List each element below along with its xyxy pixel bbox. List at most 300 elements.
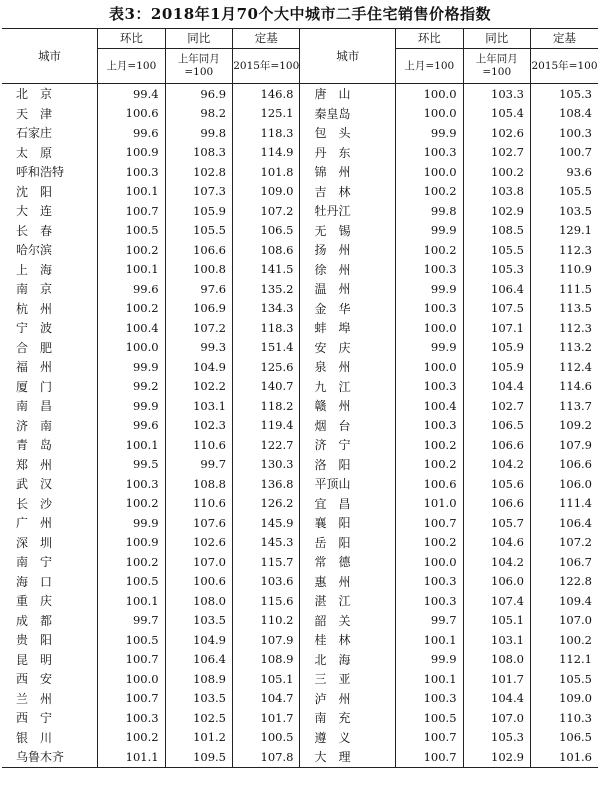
yoy-value-right: 105.5 [463, 240, 530, 260]
base-value-left: 105.1 [233, 669, 300, 689]
base-value-left: 119.4 [233, 416, 300, 436]
mom-value-left: 100.1 [98, 182, 165, 202]
base-value-left: 109.0 [233, 182, 300, 202]
mom-value-right: 99.9 [396, 221, 463, 241]
yoy-value-right: 102.7 [463, 143, 530, 163]
mom-value-right: 100.7 [396, 728, 463, 748]
mom-value-right: 100.3 [396, 689, 463, 709]
base-value-left: 103.6 [233, 572, 300, 592]
table-row [2, 143, 598, 163]
mom-value-left: 100.0 [98, 338, 165, 358]
city-name-right: 安 庆 [300, 338, 396, 358]
city-name-right: 湛 江 [300, 591, 396, 611]
mom-value-left: 100.7 [98, 689, 165, 709]
mom-value-right: 100.3 [396, 416, 463, 436]
yoy-value-right: 104.2 [463, 455, 530, 475]
yoy-value-left: 108.9 [165, 669, 232, 689]
base-value-right: 110.9 [530, 260, 598, 280]
mom-sub-left: 上月=100 [98, 49, 165, 84]
mom-value-left: 100.2 [98, 494, 165, 514]
mom-value-right: 99.9 [396, 279, 463, 299]
base-header-left: 定基 [233, 29, 300, 49]
yoy-value-right: 105.3 [463, 728, 530, 748]
base-value-left: 108.6 [233, 240, 300, 260]
city-name-right: 烟 台 [300, 416, 396, 436]
city-name-right: 大 理 [300, 747, 396, 767]
city-name-left: 长 春 [16, 223, 53, 238]
mom-value-left: 100.1 [98, 591, 165, 611]
table-body [2, 84, 598, 768]
yoy-value-left: 100.6 [165, 572, 232, 592]
mom-value-left: 99.6 [98, 416, 165, 436]
city-name-left: 合 肥 [16, 340, 53, 355]
yoy-value-left: 102.3 [165, 416, 232, 436]
mom-value-left: 100.2 [98, 240, 165, 260]
yoy-value-left: 102.5 [165, 708, 232, 728]
table-row [2, 474, 598, 494]
city-name-right: 济 宁 [300, 435, 396, 455]
table-row [2, 338, 598, 358]
base-value-left: 145.9 [233, 513, 300, 533]
city-name-left: 西 宁 [16, 711, 53, 726]
city-name-left: 深 圳 [16, 535, 53, 550]
base-value-right: 107.9 [530, 435, 598, 455]
mom-value-right: 100.3 [396, 143, 463, 163]
table-row [2, 182, 598, 202]
base-value-right: 113.2 [530, 338, 598, 358]
city-name-right: 常 德 [300, 552, 396, 572]
base-value-left: 146.8 [233, 84, 300, 104]
base-value-right: 109.2 [530, 416, 598, 436]
mom-value-left: 100.7 [98, 201, 165, 221]
base-value-right: 122.8 [530, 572, 598, 592]
base-value-right: 100.2 [530, 630, 598, 650]
table-header [2, 29, 598, 84]
base-value-right: 113.5 [530, 299, 598, 319]
mom-value-left: 99.9 [98, 513, 165, 533]
base-value-left: 145.3 [233, 533, 300, 553]
table-title: 表3：2018年1月70个大中城市二手住宅销售价格指数 [109, 5, 491, 23]
mom-value-right: 99.7 [396, 611, 463, 631]
mom-value-left: 100.2 [98, 728, 165, 748]
base-value-right: 106.6 [530, 455, 598, 475]
city-name-left: 太 原 [16, 145, 53, 160]
base-value-left: 125.6 [233, 357, 300, 377]
city-name-right: 赣 州 [300, 396, 396, 416]
mom-value-left: 100.3 [98, 708, 165, 728]
yoy-value-right: 108.5 [463, 221, 530, 241]
mom-value-right: 100.6 [396, 474, 463, 494]
city-name-left: 郑 州 [16, 457, 53, 472]
city-name-left: 石家庄 [16, 126, 53, 141]
city-name-left: 天 津 [16, 106, 53, 121]
base-value-left: 115.6 [233, 591, 300, 611]
mom-value-right: 100.2 [396, 533, 463, 553]
base-value-right: 105.5 [530, 182, 598, 202]
city-name-left: 乌鲁木齐 [2, 747, 98, 767]
base-value-left: 101.7 [233, 708, 300, 728]
mom-value-left: 100.2 [98, 299, 165, 319]
yoy-value-right: 106.0 [463, 572, 530, 592]
yoy-value-left: 99.8 [165, 123, 232, 143]
yoy-value-left: 107.0 [165, 552, 232, 572]
yoy-value-left: 106.6 [165, 240, 232, 260]
city-name-left: 大 连 [16, 204, 53, 219]
table-row [2, 377, 598, 397]
city-name-right: 南 充 [300, 708, 396, 728]
base-value-left: 151.4 [233, 338, 300, 358]
yoy-value-right: 102.7 [463, 396, 530, 416]
base-value-left: 126.2 [233, 494, 300, 514]
city-name-right: 吉 林 [300, 182, 396, 202]
table-row [2, 455, 598, 475]
mom-value-right: 100.0 [396, 552, 463, 572]
yoy-value-left: 108.3 [165, 143, 232, 163]
yoy-value-right: 105.9 [463, 357, 530, 377]
yoy-value-left: 102.2 [165, 377, 232, 397]
yoy-value-left: 104.9 [165, 357, 232, 377]
mom-value-left: 99.7 [98, 611, 165, 631]
base-value-left: 118.3 [233, 123, 300, 143]
mom-value-left: 100.3 [98, 162, 165, 182]
mom-value-right: 100.2 [396, 240, 463, 260]
city-name-left: 南 昌 [16, 399, 53, 414]
city-name-right: 九 江 [300, 377, 396, 397]
city-name-left: 北 京 [16, 87, 53, 102]
yoy-value-right: 107.4 [463, 591, 530, 611]
city-name-right: 平顶山 [300, 474, 396, 494]
yoy-value-right: 103.3 [463, 84, 530, 104]
yoy-value-right: 107.5 [463, 299, 530, 319]
mom-value-left: 100.5 [98, 221, 165, 241]
mom-value-right: 100.2 [396, 455, 463, 475]
yoy-value-right: 102.9 [463, 201, 530, 221]
table-row [2, 513, 598, 533]
yoy-value-right: 106.6 [463, 435, 530, 455]
yoy-value-right: 103.8 [463, 182, 530, 202]
city-name-left: 银 川 [16, 730, 53, 745]
table-row [2, 260, 598, 280]
base-value-right: 105.5 [530, 669, 598, 689]
table-row [2, 240, 598, 260]
yoy-value-right: 104.4 [463, 377, 530, 397]
yoy-value-right: 104.6 [463, 533, 530, 553]
mom-value-left: 100.2 [98, 552, 165, 572]
yoy-value-right: 107.0 [463, 708, 530, 728]
yoy-value-left: 108.8 [165, 474, 232, 494]
base-value-right: 101.6 [530, 747, 598, 767]
table-row [2, 299, 598, 319]
table-row [2, 552, 598, 572]
mom-value-left: 99.6 [98, 123, 165, 143]
mom-value-right: 100.3 [396, 377, 463, 397]
mom-value-right: 100.0 [396, 162, 463, 182]
base-value-right: 112.4 [530, 357, 598, 377]
yoy-value-left: 99.7 [165, 455, 232, 475]
city-name-right: 锦 州 [300, 162, 396, 182]
city-name-right: 洛 阳 [300, 455, 396, 475]
mom-value-left: 99.9 [98, 357, 165, 377]
city-name-left: 哈尔滨 [16, 243, 53, 258]
mom-value-left: 99.5 [98, 455, 165, 475]
yoy-value-left: 106.9 [165, 299, 232, 319]
base-value-left: 135.2 [233, 279, 300, 299]
city-name-left: 呼和浩特 [16, 165, 65, 180]
mom-value-right: 100.4 [396, 396, 463, 416]
base-value-right: 106.5 [530, 728, 598, 748]
base-value-left: 108.9 [233, 650, 300, 670]
city-name-right: 遵 义 [300, 728, 396, 748]
yoy-value-right: 105.1 [463, 611, 530, 631]
city-name-right: 岳 阳 [300, 533, 396, 553]
mom-value-left: 100.6 [98, 104, 165, 124]
city-name-left: 沈 阳 [16, 184, 53, 199]
mom-value-left: 100.0 [98, 669, 165, 689]
table-row [2, 572, 598, 592]
mom-value-right: 99.9 [396, 123, 463, 143]
base-value-left: 122.7 [233, 435, 300, 455]
base-sub-left: 2015年=100 [233, 49, 300, 84]
base-value-left: 136.8 [233, 474, 300, 494]
yoy-value-left: 102.8 [165, 162, 232, 182]
yoy-value-right: 105.3 [463, 260, 530, 280]
base-value-left: 125.1 [233, 104, 300, 124]
yoy-value-right: 105.4 [463, 104, 530, 124]
city-name-left: 广 州 [16, 516, 53, 531]
base-value-right: 109.0 [530, 689, 598, 709]
city-name-left: 厦 门 [16, 379, 53, 394]
base-value-left: 118.2 [233, 396, 300, 416]
city-name-right: 韶 关 [300, 611, 396, 631]
base-value-right: 110.3 [530, 708, 598, 728]
mom-value-right: 99.9 [396, 650, 463, 670]
base-value-left: 104.7 [233, 689, 300, 709]
city-name-right: 秦皇岛 [300, 104, 396, 124]
mom-value-left: 99.4 [98, 84, 165, 104]
yoy-value-left: 110.6 [165, 435, 232, 455]
city-name-left: 济 南 [16, 418, 53, 433]
yoy-value-left: 104.9 [165, 630, 232, 650]
yoy-value-right: 101.7 [463, 669, 530, 689]
table-row [2, 123, 598, 143]
yoy-value-left: 99.3 [165, 338, 232, 358]
base-value-right: 109.4 [530, 591, 598, 611]
mom-value-left: 100.3 [98, 474, 165, 494]
mom-value-left: 100.1 [98, 260, 165, 280]
base-value-right: 108.4 [530, 104, 598, 124]
city-name-right: 丹 东 [300, 143, 396, 163]
mom-value-right: 100.2 [396, 435, 463, 455]
base-value-right: 111.5 [530, 279, 598, 299]
mom-value-left: 99.6 [98, 279, 165, 299]
city-name-left: 上 海 [16, 262, 53, 277]
yoy-value-right: 107.1 [463, 318, 530, 338]
yoy-value-left: 96.9 [165, 84, 232, 104]
table-row [2, 279, 598, 299]
table-row [2, 104, 598, 124]
mom-value-right: 100.0 [396, 104, 463, 124]
base-value-right: 100.7 [530, 143, 598, 163]
table-row [2, 221, 598, 241]
yoy-value-left: 103.1 [165, 396, 232, 416]
yoy-value-left: 109.5 [165, 747, 232, 767]
yoy-value-right: 108.0 [463, 650, 530, 670]
base-value-left: 115.7 [233, 552, 300, 572]
mom-value-right: 100.3 [396, 591, 463, 611]
table-row [2, 611, 598, 631]
base-value-left: 107.8 [233, 747, 300, 767]
city-name-right: 金 华 [300, 299, 396, 319]
yoy-value-left: 103.5 [165, 611, 232, 631]
yoy-value-right: 102.6 [463, 123, 530, 143]
city-name-left: 南 宁 [16, 555, 53, 570]
city-name-right: 泉 州 [300, 357, 396, 377]
base-value-left: 106.5 [233, 221, 300, 241]
yoy-value-left: 102.6 [165, 533, 232, 553]
city-name-right: 温 州 [300, 279, 396, 299]
mom-value-left: 100.1 [98, 435, 165, 455]
yoy-value-left: 110.6 [165, 494, 232, 514]
city-header-right: 城市 [300, 29, 396, 84]
city-header-left: 城市 [2, 29, 98, 84]
city-name-right: 蚌 埠 [300, 318, 396, 338]
city-name-left: 昆 明 [16, 652, 53, 667]
city-name-right: 扬 州 [300, 240, 396, 260]
yoy-header-left: 同比 [165, 29, 232, 49]
yoy-value-left: 108.0 [165, 591, 232, 611]
base-value-right: 113.7 [530, 396, 598, 416]
table-row [2, 435, 598, 455]
base-value-left: 141.5 [233, 260, 300, 280]
city-name-right: 徐 州 [300, 260, 396, 280]
base-value-right: 103.5 [530, 201, 598, 221]
city-name-right: 无 锡 [300, 221, 396, 241]
mom-value-right: 100.0 [396, 357, 463, 377]
mom-value-right: 99.8 [396, 201, 463, 221]
mom-value-right: 100.1 [396, 669, 463, 689]
table-row [2, 318, 598, 338]
table-row [2, 396, 598, 416]
base-value-right: 93.6 [530, 162, 598, 182]
base-value-left: 134.3 [233, 299, 300, 319]
mom-value-right: 100.3 [396, 260, 463, 280]
city-name-right: 襄 阳 [300, 513, 396, 533]
table-row [2, 533, 598, 553]
city-name-left: 武 汉 [16, 477, 53, 492]
yoy-header-right: 同比 [463, 29, 530, 49]
mom-value-right: 101.0 [396, 494, 463, 514]
base-value-left: 100.5 [233, 728, 300, 748]
price-index-table [2, 28, 598, 768]
base-value-left: 140.7 [233, 377, 300, 397]
yoy-value-right: 104.4 [463, 689, 530, 709]
base-value-left: 118.3 [233, 318, 300, 338]
yoy-value-right: 106.4 [463, 279, 530, 299]
city-name-left: 宁 波 [16, 321, 53, 336]
yoy-value-left: 100.8 [165, 260, 232, 280]
base-value-right: 112.3 [530, 318, 598, 338]
yoy-value-right: 105.7 [463, 513, 530, 533]
base-value-left: 107.2 [233, 201, 300, 221]
mom-value-right: 100.1 [396, 630, 463, 650]
yoy-value-right: 105.9 [463, 338, 530, 358]
mom-value-right: 100.3 [396, 572, 463, 592]
mom-header-right: 环比 [396, 29, 463, 49]
city-name-left: 青 岛 [16, 438, 53, 453]
city-name-right: 三 亚 [300, 669, 396, 689]
base-value-right: 105.3 [530, 84, 598, 104]
city-name-right: 牡丹江 [300, 201, 396, 221]
city-name-left: 长 沙 [16, 496, 53, 511]
yoy-value-right: 105.6 [463, 474, 530, 494]
yoy-value-right: 102.9 [463, 747, 530, 767]
base-value-right: 114.6 [530, 377, 598, 397]
mom-value-left: 100.9 [98, 533, 165, 553]
city-name-left: 西 安 [16, 672, 53, 687]
mom-value-left: 100.5 [98, 630, 165, 650]
base-value-right: 107.0 [530, 611, 598, 631]
mom-header-left: 环比 [98, 29, 165, 49]
mom-value-left: 101.1 [98, 747, 165, 767]
city-name-left: 成 都 [16, 613, 53, 628]
yoy-value-left: 105.5 [165, 221, 232, 241]
table-row [2, 162, 598, 182]
mom-value-left: 99.9 [98, 396, 165, 416]
table-row [2, 201, 598, 221]
base-value-right: 112.3 [530, 240, 598, 260]
yoy-value-right: 104.2 [463, 552, 530, 572]
mom-value-right: 100.0 [396, 84, 463, 104]
city-name-left: 贵 阳 [16, 633, 53, 648]
city-name-left: 南 京 [16, 282, 53, 297]
table-row [2, 416, 598, 436]
table-row [2, 747, 598, 767]
table-row [2, 650, 598, 670]
mom-value-left: 100.5 [98, 572, 165, 592]
city-name-right: 泸 州 [300, 689, 396, 709]
yoy-value-left: 107.3 [165, 182, 232, 202]
yoy-value-left: 97.6 [165, 279, 232, 299]
base-value-right: 106.0 [530, 474, 598, 494]
table-row [2, 728, 598, 748]
base-value-right: 112.1 [530, 650, 598, 670]
table-row [2, 708, 598, 728]
mom-value-right: 100.2 [396, 182, 463, 202]
base-value-right: 100.3 [530, 123, 598, 143]
mom-value-left: 100.7 [98, 650, 165, 670]
base-value-right: 107.2 [530, 533, 598, 553]
table-row [2, 494, 598, 514]
mom-value-left: 99.2 [98, 377, 165, 397]
base-value-right: 106.4 [530, 513, 598, 533]
city-name-left: 重 庆 [16, 594, 53, 609]
mom-value-right: 100.7 [396, 513, 463, 533]
base-value-right: 129.1 [530, 221, 598, 241]
yoy-sub-right: 上年同月=100 [463, 49, 530, 84]
city-name-right: 宜 昌 [300, 494, 396, 514]
city-name-left: 兰 州 [16, 691, 53, 706]
city-name-right: 桂 林 [300, 630, 396, 650]
yoy-value-left: 107.2 [165, 318, 232, 338]
table-row [2, 591, 598, 611]
city-name-right: 唐 山 [300, 84, 396, 104]
table-row [2, 689, 598, 709]
yoy-value-left: 103.5 [165, 689, 232, 709]
yoy-value-right: 106.6 [463, 494, 530, 514]
base-sub-right: 2015年=100 [530, 49, 598, 84]
yoy-value-left: 101.2 [165, 728, 232, 748]
city-name-right: 包 头 [300, 123, 396, 143]
